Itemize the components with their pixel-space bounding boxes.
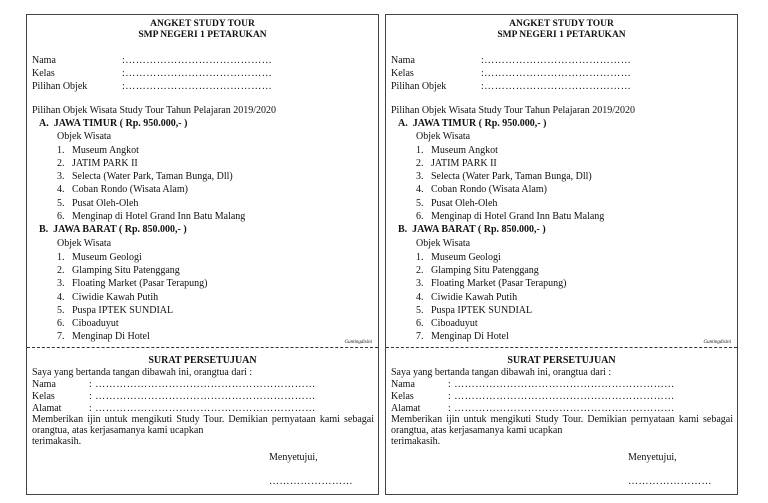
list-item: 1. Museum Geologi: [57, 252, 142, 263]
field-input-pilihan-objek[interactable]: :……………………………………: [122, 81, 273, 92]
consent-title: SURAT PERSETUJUAN: [148, 355, 257, 366]
list-item: 6. Ciboaduyut: [416, 318, 478, 329]
list-item: 5. Pusat Oleh-Oleh: [416, 198, 498, 209]
signature-line[interactable]: ……………………: [628, 476, 712, 487]
consent-body: [32, 414, 374, 447]
consent-input-nama[interactable]: : ………………………………………………………: [89, 379, 316, 390]
consent-body: [391, 414, 733, 447]
list-item: 7. Menginap Di Hotel: [57, 331, 150, 342]
field-label-pilihan-objek: Pilihan Objek: [391, 81, 447, 92]
list-item: 2. JATIM PARK II: [416, 158, 497, 169]
list-item: 6. Menginap di Hotel Grand Inn Batu Malang: [416, 211, 605, 222]
consent-body-main: Memberikan ijin untuk mengikuti Study Tour. Demikian pernyataan kami sebagai orangtua, atas kerjasamanya kami ucapkan: [32, 414, 374, 436]
list-item: 6. Ciboaduyut: [57, 318, 119, 329]
section-sublabel: Objek Wisata: [416, 238, 471, 249]
consent-intro: Saya yang bertanda tangan dibawah ini, orangtua dari :: [391, 367, 612, 378]
field-label-kelas: Kelas: [391, 68, 414, 79]
consent-input-alamat[interactable]: : ………………………………………………………: [448, 403, 675, 414]
section-marker: B.: [39, 224, 49, 235]
consent-body-last: terimakasih.: [32, 436, 82, 447]
consent-input-kelas[interactable]: : ………………………………………………………: [89, 391, 316, 402]
list-item: 1. Museum Geologi: [416, 252, 501, 263]
intro-text: Pilihan Objek Wisata Study Tour Tahun Pelajaran 2019/2020: [32, 105, 277, 116]
consent-body-main: Memberikan ijin untuk mengikuti Study Tour. Demikian pernyataan kami sebagai orangtua, atas kerjasamanya kami ucapkan: [391, 414, 733, 436]
intro-text: Pilihan Objek Wisata Study Tour Tahun Pelajaran 2019/2020: [391, 105, 636, 116]
cut-here-note: Guntingdisini: [344, 340, 372, 345]
section-heading-text: JAWA TIMUR ( Rp. 950.000,- ): [53, 118, 188, 129]
sign-label: Menyetujui,: [269, 452, 318, 463]
list-item: 2. Glamping Situ Patenggang: [57, 265, 180, 276]
field-input-kelas[interactable]: :……………………………………: [122, 68, 273, 79]
field-label-nama: Nama: [32, 55, 56, 66]
list-item: 5. Pusat Oleh-Oleh: [57, 198, 139, 209]
section-sublabel: Objek Wisata: [57, 131, 112, 142]
consent-title: SURAT PERSETUJUAN: [507, 355, 616, 366]
field-label-kelas: Kelas: [32, 68, 55, 79]
section-heading-text: JAWA BARAT ( Rp. 850.000,- ): [53, 224, 187, 235]
section-heading-text: JAWA BARAT ( Rp. 850.000,- ): [412, 224, 546, 235]
field-input-pilihan-objek[interactable]: :……………………………………: [481, 81, 632, 92]
cut-line: [27, 347, 378, 348]
section-sublabel: Objek Wisata: [57, 238, 112, 249]
consent-input-kelas[interactable]: : ………………………………………………………: [448, 391, 675, 402]
field-label-nama: Nama: [391, 55, 415, 66]
section-marker: B.: [398, 224, 408, 235]
list-item: 3. Floating Market (Pasar Terapung): [416, 278, 567, 289]
list-item: 3. Selecta (Water Park, Taman Bunga, Dll): [416, 171, 592, 182]
list-item: 7. Menginap Di Hotel: [416, 331, 509, 342]
list-item: 2. Glamping Situ Patenggang: [416, 265, 539, 276]
section-marker: A.: [398, 118, 408, 129]
list-item: 4. Ciwidie Kawah Putih: [57, 292, 159, 303]
field-input-kelas[interactable]: :……………………………………: [481, 68, 632, 79]
field-input-nama[interactable]: :……………………………………: [481, 55, 632, 66]
list-item: 4. Coban Rondo (Wisata Alam): [57, 184, 188, 195]
consent-label-alamat: Alamat: [32, 403, 62, 414]
list-item: 5. Puspa IPTEK SUNDIAL: [57, 305, 174, 316]
survey-sheet-left: [26, 14, 379, 495]
cut-line: [386, 347, 737, 348]
consent-body-last: terimakasih.: [391, 436, 441, 447]
signature-line[interactable]: ……………………: [269, 476, 353, 487]
consent-label-nama: Nama: [32, 379, 56, 390]
field-input-nama[interactable]: :……………………………………: [122, 55, 273, 66]
form-title: ANGKET STUDY TOUR: [150, 19, 255, 29]
list-item: 2. JATIM PARK II: [57, 158, 138, 169]
list-item: 3. Floating Market (Pasar Terapung): [57, 278, 208, 289]
section-heading-jawa-timur: [398, 117, 546, 130]
form-title: ANGKET STUDY TOUR: [509, 19, 614, 29]
school-name: SMP NEGERI 1 PETARUKAN: [138, 30, 267, 40]
section-heading-text: JAWA TIMUR ( Rp. 950.000,- ): [412, 118, 547, 129]
list-item: 4. Ciwidie Kawah Putih: [416, 292, 518, 303]
list-item: 6. Menginap di Hotel Grand Inn Batu Malang: [57, 211, 246, 222]
list-item: 4. Coban Rondo (Wisata Alam): [416, 184, 547, 195]
section-heading-jawa-barat: [398, 223, 546, 236]
section-sublabel: Objek Wisata: [416, 131, 471, 142]
field-label-pilihan-objek: Pilihan Objek: [32, 81, 88, 92]
list-item: 5. Puspa IPTEK SUNDIAL: [416, 305, 533, 316]
section-marker: A.: [39, 118, 49, 129]
list-item: 3. Selecta (Water Park, Taman Bunga, Dll): [57, 171, 233, 182]
consent-label-nama: Nama: [391, 379, 415, 390]
consent-label-alamat: Alamat: [391, 403, 421, 414]
consent-label-kelas: Kelas: [391, 391, 414, 402]
consent-input-alamat[interactable]: : ………………………………………………………: [89, 403, 316, 414]
consent-intro: Saya yang bertanda tangan dibawah ini, orangtua dari :: [32, 367, 253, 378]
school-name: SMP NEGERI 1 PETARUKAN: [497, 30, 626, 40]
section-heading-jawa-barat: [39, 223, 187, 236]
list-item: 1. Museum Angkot: [57, 145, 139, 156]
section-heading-jawa-timur: [39, 117, 187, 130]
sign-label: Menyetujui,: [628, 452, 677, 463]
consent-label-kelas: Kelas: [32, 391, 55, 402]
consent-input-nama[interactable]: : ………………………………………………………: [448, 379, 675, 390]
survey-sheet-right: [385, 14, 738, 495]
cut-here-note: Guntingdisini: [703, 340, 731, 345]
list-item: 1. Museum Angkot: [416, 145, 498, 156]
